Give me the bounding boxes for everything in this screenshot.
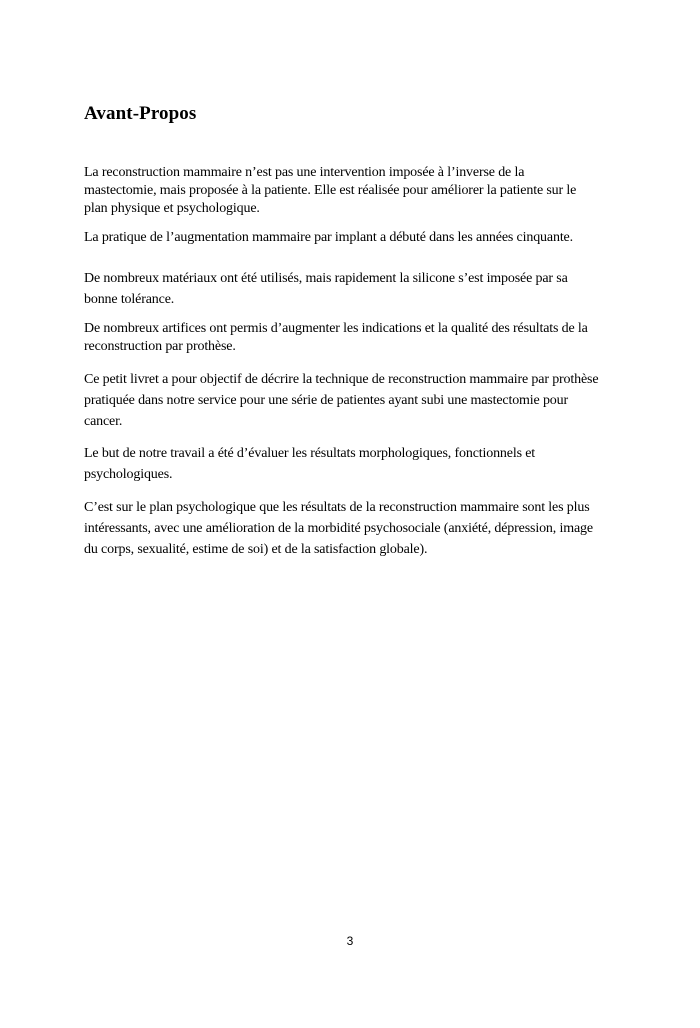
paragraph-line: La reconstruction mammaire n’est pas une intervention imposée à l’inverse de la — [84, 165, 525, 180]
paragraph-line: du corps, sexualité, estime de soi) et de la satisfaction globale). — [84, 542, 428, 557]
paragraph-6 — [84, 443, 624, 485]
paragraph-line: Ce petit livret a pour objectif de décrire la technique de reconstruction mammaire par prothèse — [84, 372, 599, 387]
page-title: Avant-Propos — [84, 103, 197, 124]
paragraph-line: De nombreux artifices ont permis d’augmenter les indications et la qualité des résultats de la — [84, 321, 588, 336]
paragraph-line: intéressants, avec une amélioration de la morbidité psychosociale (anxiété, dépression, image — [84, 521, 593, 536]
paragraph-line: reconstruction par prothèse. — [84, 339, 236, 354]
paragraph-line: mastectomie, mais proposée à la patiente. Elle est réalisée pour améliorer la patiente sur le — [84, 183, 577, 198]
paragraph-4 — [84, 320, 624, 356]
paragraph-line: De nombreux matériaux ont été utilisés, mais rapidement la silicone s’est imposée par sa — [84, 271, 568, 286]
paragraph-1 — [84, 164, 624, 218]
paragraph-3 — [84, 268, 624, 310]
paragraph-2 — [84, 229, 624, 247]
paragraph-line: plan physique et psychologique. — [84, 201, 260, 216]
page-number: 3 — [346, 934, 354, 948]
paragraph-line: cancer. — [84, 414, 123, 429]
paragraph-line: bonne tolérance. — [84, 292, 175, 307]
paragraph-5 — [84, 369, 624, 432]
paragraph-7 — [84, 497, 624, 560]
paragraph-line: pratiquée dans notre service pour une série de patientes ayant subi une mastectomie pour — [84, 393, 569, 408]
paragraph-line: La pratique de l’augmentation mammaire par implant a débuté dans les années cinquante. — [84, 230, 573, 245]
paragraph-line: Le but de notre travail a été d’évaluer les résultats morphologiques, fonctionnels et — [84, 446, 536, 461]
paragraph-line: psychologiques. — [84, 467, 173, 482]
paragraph-line: C’est sur le plan psychologique que les résultats de la reconstruction mammaire sont les plus — [84, 500, 590, 515]
